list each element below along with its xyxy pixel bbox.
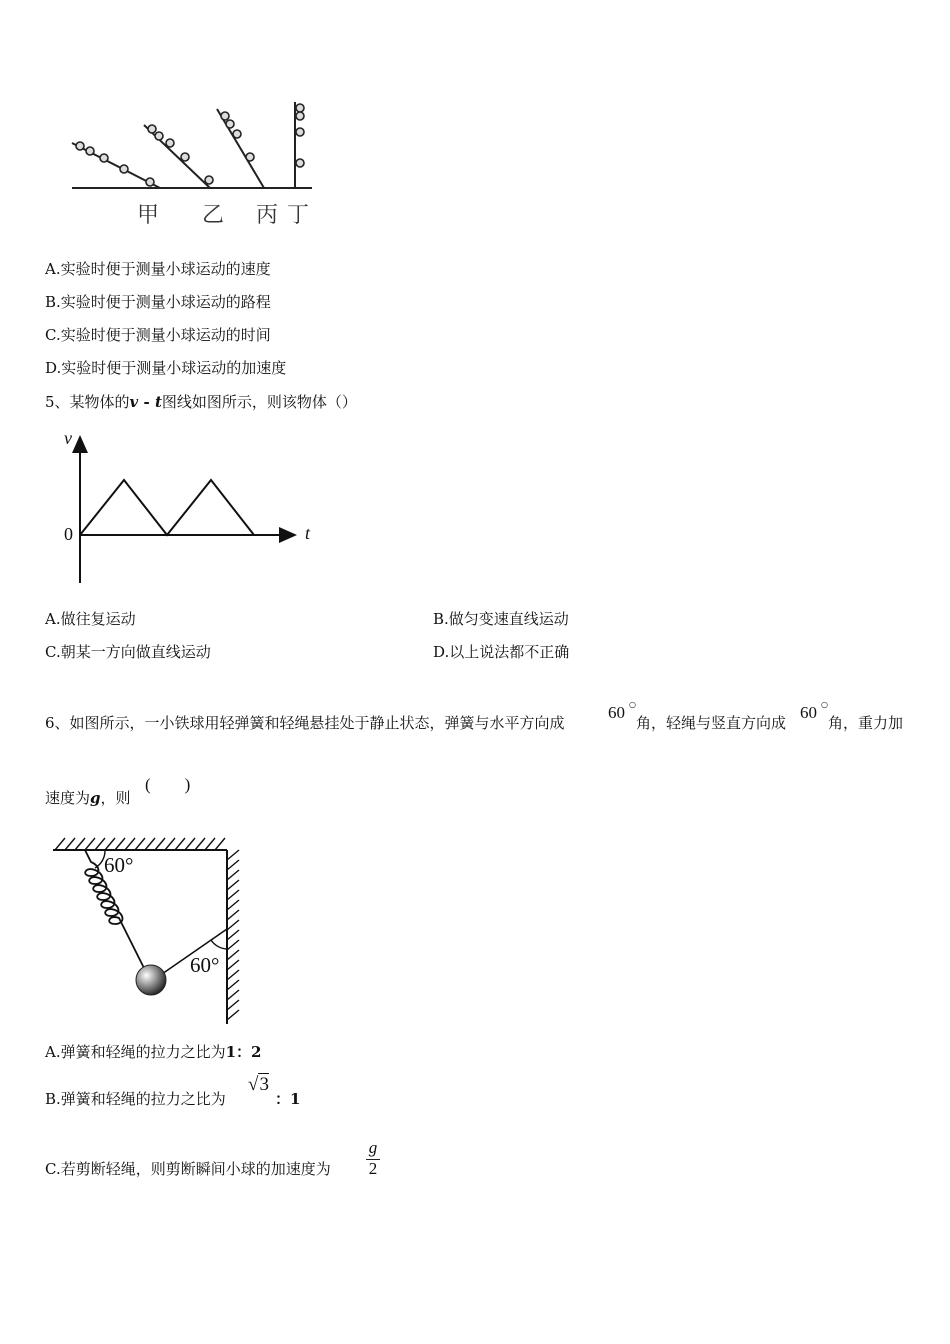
q4-option-b: [45, 292, 271, 312]
iron-ball: [136, 965, 166, 995]
q6-option-b: [45, 1089, 226, 1109]
option-key: D.: [45, 359, 62, 377]
ball: [221, 112, 229, 120]
q4-option-a: [45, 259, 271, 279]
incline-yi: [144, 125, 210, 188]
q5-stem: [45, 392, 357, 412]
q5-option-a: [45, 609, 136, 629]
vt-curve: [80, 480, 254, 535]
q6-stem-part3: 角，重力加: [828, 714, 904, 732]
q6-line2-end: ，则: [100, 789, 131, 807]
q5-dash: -: [138, 393, 155, 411]
graph-v-label: v: [64, 428, 72, 448]
label-yi: 乙: [202, 203, 225, 228]
ball: [246, 153, 254, 161]
q5-prefix: 5、某物体的: [45, 393, 130, 411]
option-text: 做匀变速直线运动: [448, 610, 569, 628]
option-text: 实验时便于测量小球运动的路程: [60, 293, 271, 311]
fraction-denominator: 2: [368, 1159, 378, 1178]
option-text: 实验时便于测量小球运动的加速度: [61, 359, 287, 377]
option-key: B.: [433, 610, 449, 628]
label-bing: 丙: [256, 203, 279, 228]
incline-bing: [217, 109, 264, 188]
ball: [76, 142, 84, 150]
q6-option-c: [45, 1159, 331, 1179]
q6-angle1: 60: [608, 703, 625, 722]
q6-angle2-degree: ○: [821, 700, 828, 709]
option-key: B.: [45, 293, 61, 311]
option-key: C.: [45, 326, 61, 344]
ball: [296, 112, 304, 120]
spring-rope-figure: [45, 832, 255, 1032]
label-ding: 丁: [287, 203, 310, 228]
graph-origin-label: 0: [64, 524, 73, 544]
option-key: B.: [45, 1090, 61, 1108]
ball: [226, 120, 234, 128]
ball: [86, 147, 94, 155]
sqrt-expression: [248, 1074, 269, 1096]
ball: [181, 153, 189, 161]
option-key: D.: [433, 643, 450, 661]
option-key: C.: [45, 643, 61, 661]
option-text: 实验时便于测量小球运动的速度: [60, 260, 271, 278]
fraction-g-over-2: [364, 1139, 382, 1178]
q4-option-c: [45, 325, 271, 345]
sqrt-sign: √: [248, 1074, 259, 1095]
vt-graph: [55, 425, 325, 590]
option-text: 实验时便于测量小球运动的时间: [60, 326, 271, 344]
q6-angle1-degree: ○: [629, 700, 636, 709]
q5-option-c: [45, 642, 211, 662]
q6-g: g: [90, 789, 101, 807]
ball: [146, 178, 154, 186]
ball: [166, 139, 174, 147]
option-key: A.: [45, 1043, 61, 1061]
q6-stem-part1: 6、如图所示，一小铁球用轻弹簧和轻绳悬挂处于静止状态，弹簧与水平方向成: [45, 714, 565, 732]
rope-angle-arc: [211, 940, 227, 949]
sqrt-radicand: 3: [259, 1074, 269, 1095]
ball: [155, 132, 163, 140]
ball: [100, 154, 108, 162]
q5-t: t: [154, 393, 162, 411]
option-key: A.: [45, 260, 61, 278]
ball: [233, 130, 241, 138]
option-ratio: 1：2: [225, 1043, 262, 1061]
option-text: 做往复运动: [60, 610, 136, 628]
spring-angle-label: 60°: [104, 853, 134, 877]
q6-option-a: [45, 1042, 262, 1062]
fraction-numerator: g: [368, 1138, 378, 1157]
q6-line2-text: 速度为: [45, 789, 91, 807]
label-jia: 甲: [137, 203, 160, 228]
q5-v: v: [129, 393, 139, 411]
q6-angle2: 60: [800, 703, 817, 722]
ball: [120, 165, 128, 173]
wall-hatch: [227, 850, 239, 1020]
option-key: A.: [45, 610, 61, 628]
ball: [296, 104, 304, 112]
q4-option-d: [45, 358, 286, 378]
ball: [296, 128, 304, 136]
option-ratio: ：1: [275, 1090, 301, 1108]
q6-stem-line2: [45, 788, 131, 808]
q5-option-d: [433, 642, 569, 662]
option-key: C.: [45, 1160, 61, 1178]
q6-answer-paren: ( ): [145, 775, 191, 794]
option-text: 弹簧和轻绳的拉力之比为: [60, 1043, 226, 1061]
ball: [205, 176, 213, 184]
option-text: 朝某一方向做直线运动: [60, 643, 211, 661]
option-text: 以上说法都不正确: [449, 643, 570, 661]
q5-option-b: [433, 609, 569, 629]
option-text: 弹簧和轻绳的拉力之比为: [60, 1090, 226, 1108]
ceiling-hatch: [55, 838, 225, 850]
option-text: 若剪断轻绳，则剪断瞬间小球的加速度为: [60, 1160, 331, 1178]
q6-stem-part2: 角，轻绳与竖直方向成: [636, 714, 787, 732]
q5-suffix: 图线如图所示，则该物体（）: [161, 393, 357, 411]
ball: [296, 159, 304, 167]
rope-angle-label: 60°: [190, 953, 220, 977]
graph-t-label: t: [305, 523, 311, 543]
ball: [148, 125, 156, 133]
